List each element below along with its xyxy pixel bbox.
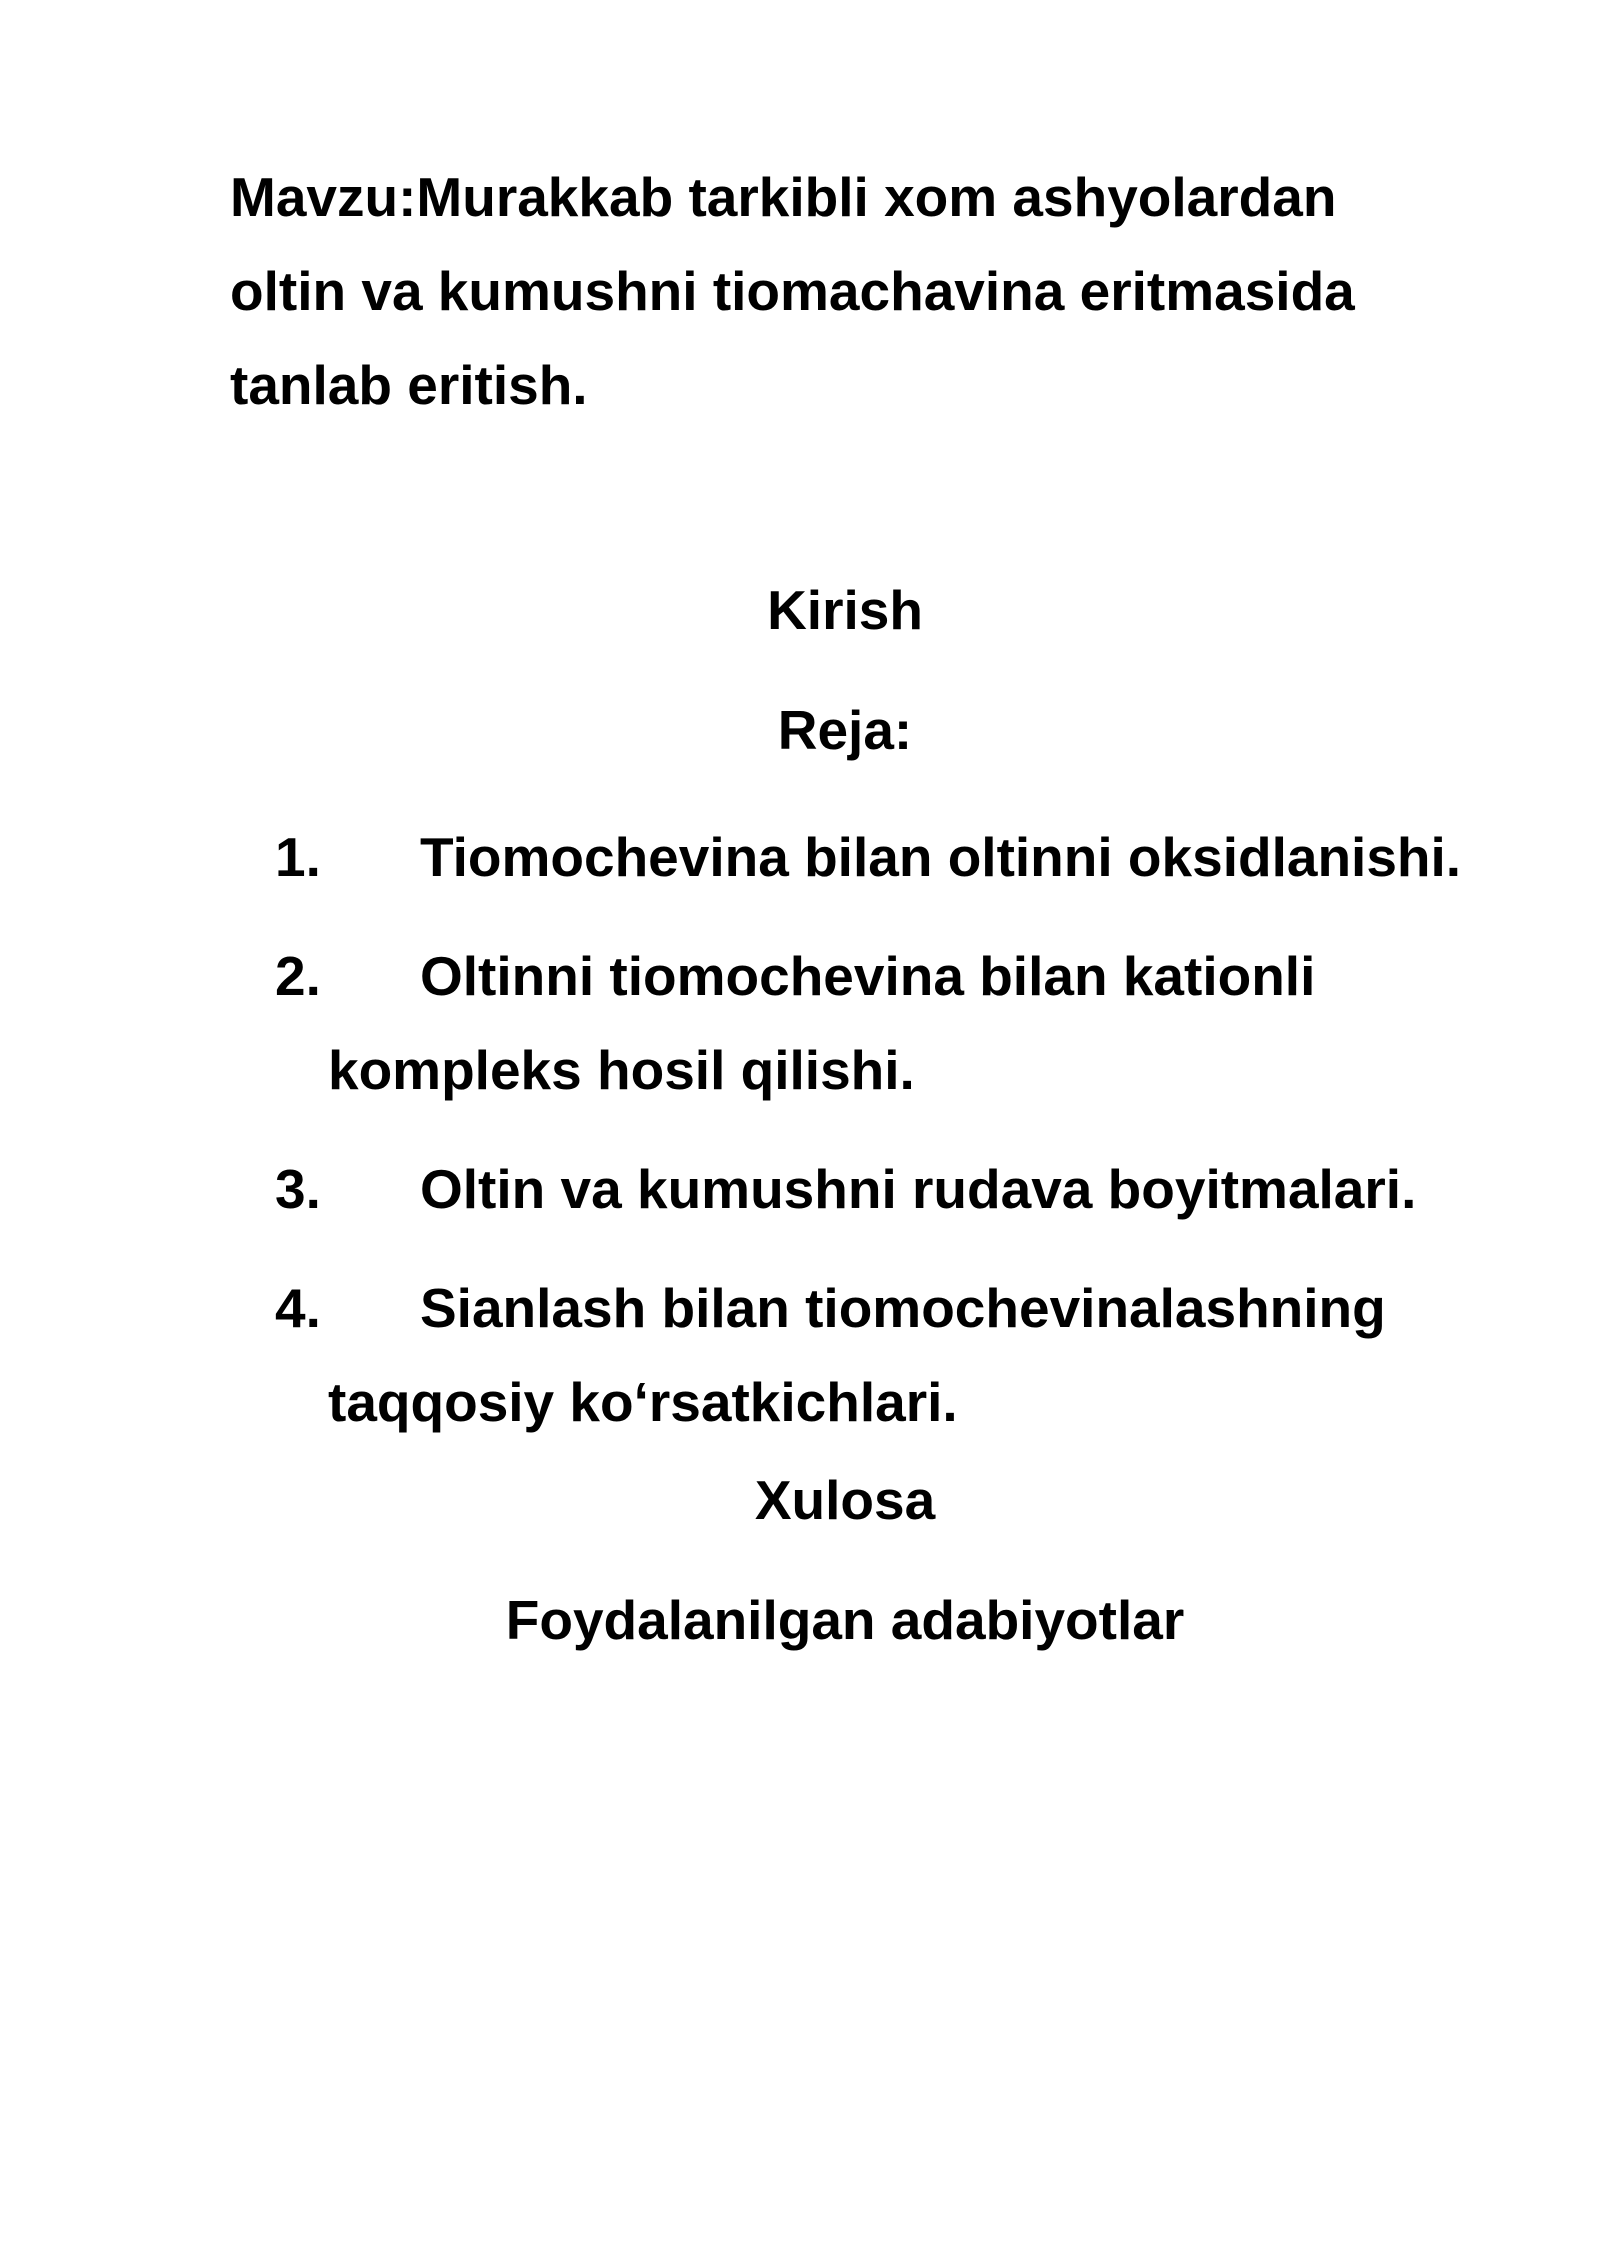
plan-item-text: Tiomochevina bilan oltinni oksidlanishi. xyxy=(420,826,1462,888)
plan-item-number: 2. xyxy=(275,945,321,1007)
plan-item-3 xyxy=(275,1142,1505,1236)
plan-item-text: Oltin va kumushni rudava boyitmalari. xyxy=(420,1158,1417,1220)
plan-heading: Reja: xyxy=(777,699,913,761)
plan-item-continuation: kompleks hosil qilishi. xyxy=(328,1039,915,1101)
topic-line-3: tanlab eritish. xyxy=(230,354,588,416)
plan-item-text: Sianlash bilan tiomochevinalashning xyxy=(420,1277,1386,1339)
topic-line-1: Mavzu:Murakkab tarkibli xom ashyolardan xyxy=(230,166,1337,228)
plan-item-number: 4. xyxy=(275,1277,321,1339)
plan-item-number: 1. xyxy=(275,826,321,888)
conclusion-heading: Xulosa xyxy=(754,1469,936,1531)
topic-line-2: oltin va kumushni tiomachavina eritmasida xyxy=(230,260,1355,322)
plan-item-number: 3. xyxy=(275,1158,321,1220)
plan-item-text: Oltinni tiomochevina bilan kationli xyxy=(420,945,1316,1007)
plan-item-4 xyxy=(275,1261,1505,1449)
document-topic xyxy=(230,150,1460,432)
references-heading: Foydalanilgan adabiyotlar xyxy=(505,1589,1185,1651)
plan-item-2 xyxy=(275,929,1505,1117)
plan-list xyxy=(275,810,1505,1474)
intro-heading: Kirish xyxy=(767,579,923,641)
plan-item-continuation: taqqosiy ko‘rsatkichlari. xyxy=(328,1371,958,1433)
plan-item-1 xyxy=(275,810,1505,904)
